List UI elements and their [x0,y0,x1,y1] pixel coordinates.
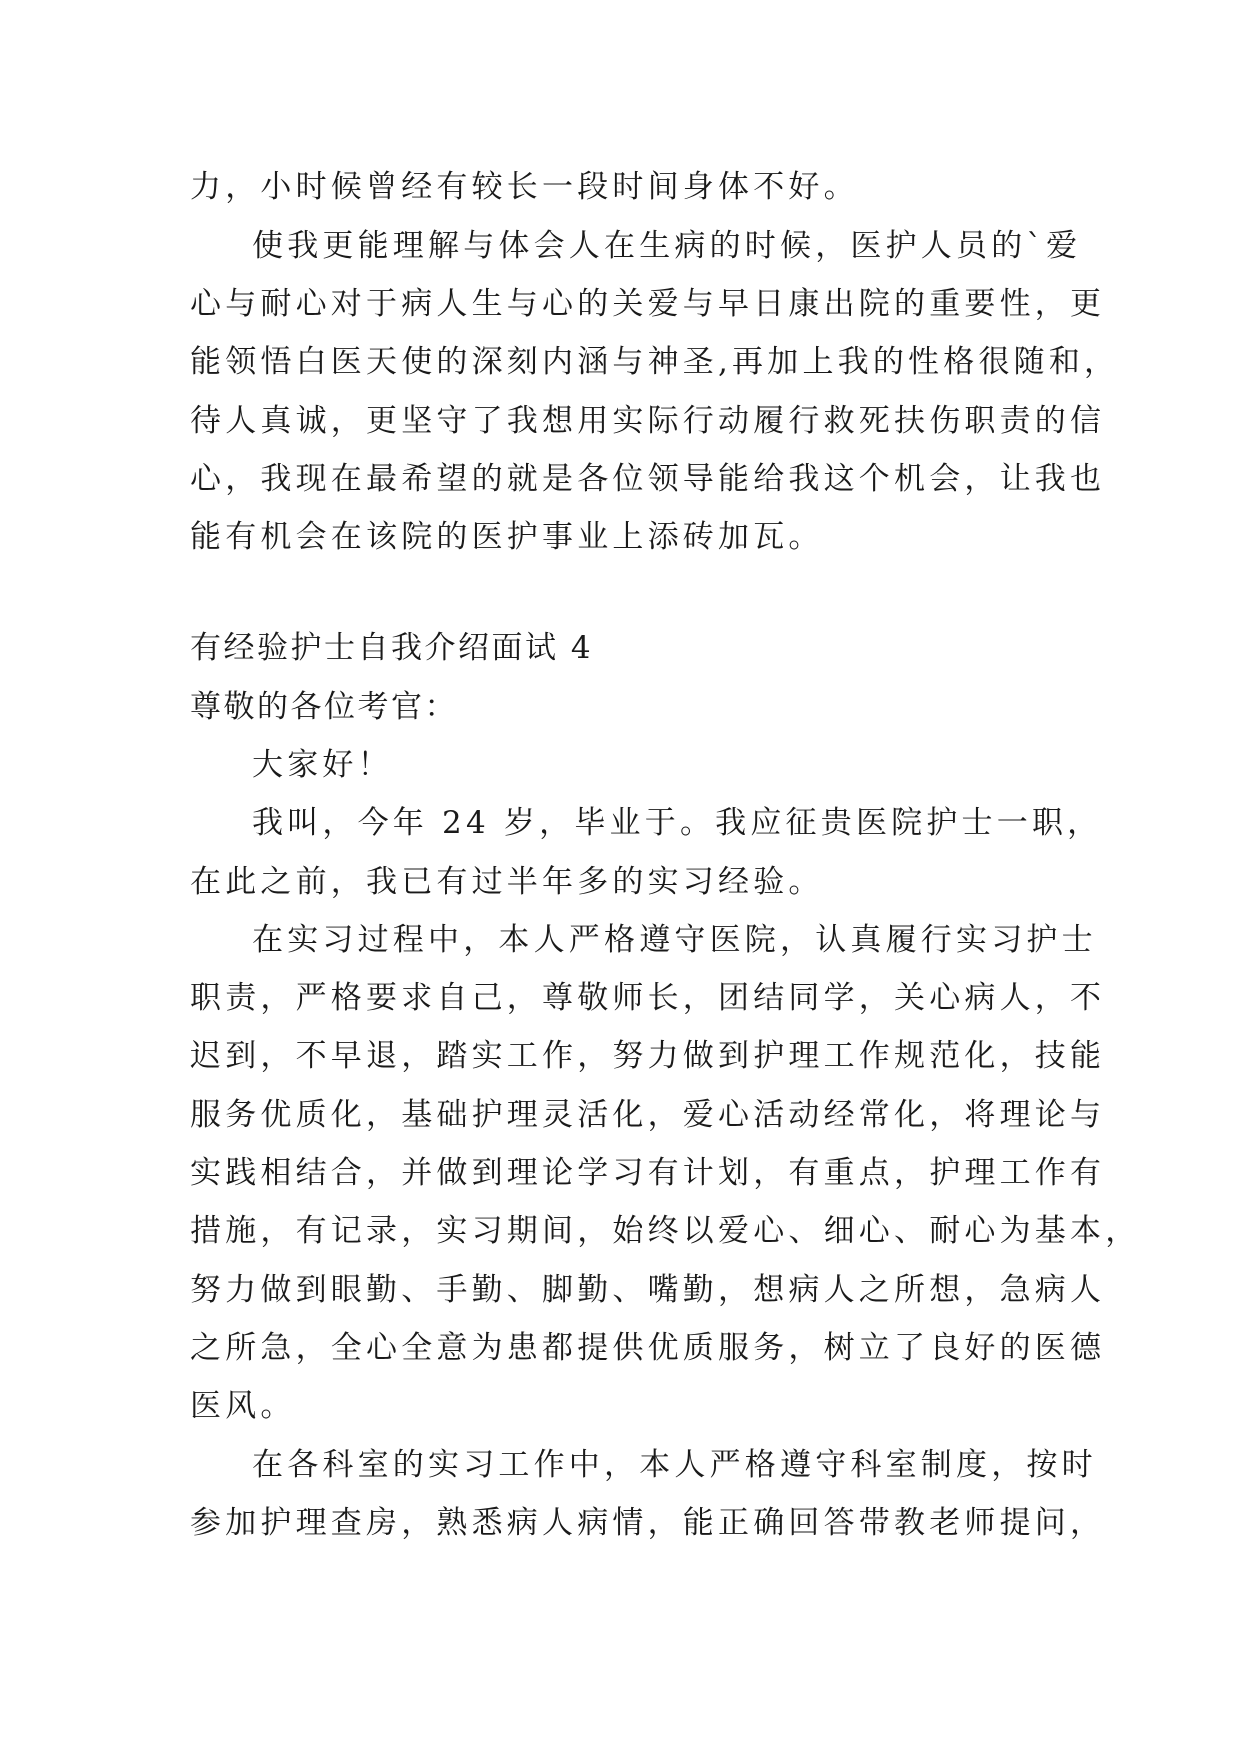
paragraph-line: 在各科室的实习工作中，本人严格遵守科室制度，按时 [252,1447,1097,1483]
paragraph-line: 之所急，全心全意为患都提供优质服务，树立了良好的医德 [190,1330,1106,1366]
paragraph-line: 能领悟白医天使的深刻内涵与神圣,再加上我的性格很随和， [190,344,1120,380]
section-heading: 有经验护士自我介绍面试 4 [190,630,594,666]
paragraph-line: 职责，严格要求自己，尊敬师长，团结同学，关心病人，不 [190,980,1106,1016]
paragraph-line: 努力做到眼勤、手勤、脚勤、嘴勤，想病人之所想，急病人 [190,1272,1106,1308]
paragraph-line: 心与耐心对于病人生与心的关爱与早日康出院的重要性，更 [190,286,1106,322]
paragraph-line: 参加护理查房，熟悉病人病情，能正确回答带教老师提问， [190,1505,1106,1541]
paragraph-line: 使我更能理解与体会人在生病的时候，医护人员的`爱 [252,228,1082,264]
paragraph-line: 能有机会在该院的医护事业上添砖加瓦。 [190,519,824,555]
paragraph-line: 服务优质化，基础护理灵活化，爱心活动经常化，将理论与 [190,1097,1106,1133]
salutation: 尊敬的各位考官： [190,689,458,725]
paragraph-line: 我叫，今年 24 岁，毕业于。我应征贵医院护士一职， [252,805,1103,841]
paragraph-line: 待人真诚，更坚守了我想用实际行动履行救死扶伤职责的信 [190,403,1106,439]
greeting: 大家好！ [252,747,393,783]
paragraph-line: 心，我现在最希望的就是各位领导能给我这个机会，让我也 [190,461,1106,497]
paragraph-line: 力，小时候曾经有较长一段时间身体不好。 [190,169,859,205]
paragraph-line: 实践相结合，并做到理论学习有计划，有重点，护理工作有 [190,1155,1106,1191]
paragraph-line: 措施，有记录，实习期间，始终以爱心、细心、耐心为基本， [190,1213,1141,1249]
paragraph-line: 在实习过程中，本人严格遵守医院，认真履行实习护士 [252,922,1097,958]
paragraph-line: 医风。 [190,1388,296,1424]
paragraph-line: 在此之前，我已有过半年多的实习经验。 [190,864,824,900]
paragraph-line: 迟到，不早退，踏实工作，努力做到护理工作规范化，技能 [190,1038,1106,1074]
